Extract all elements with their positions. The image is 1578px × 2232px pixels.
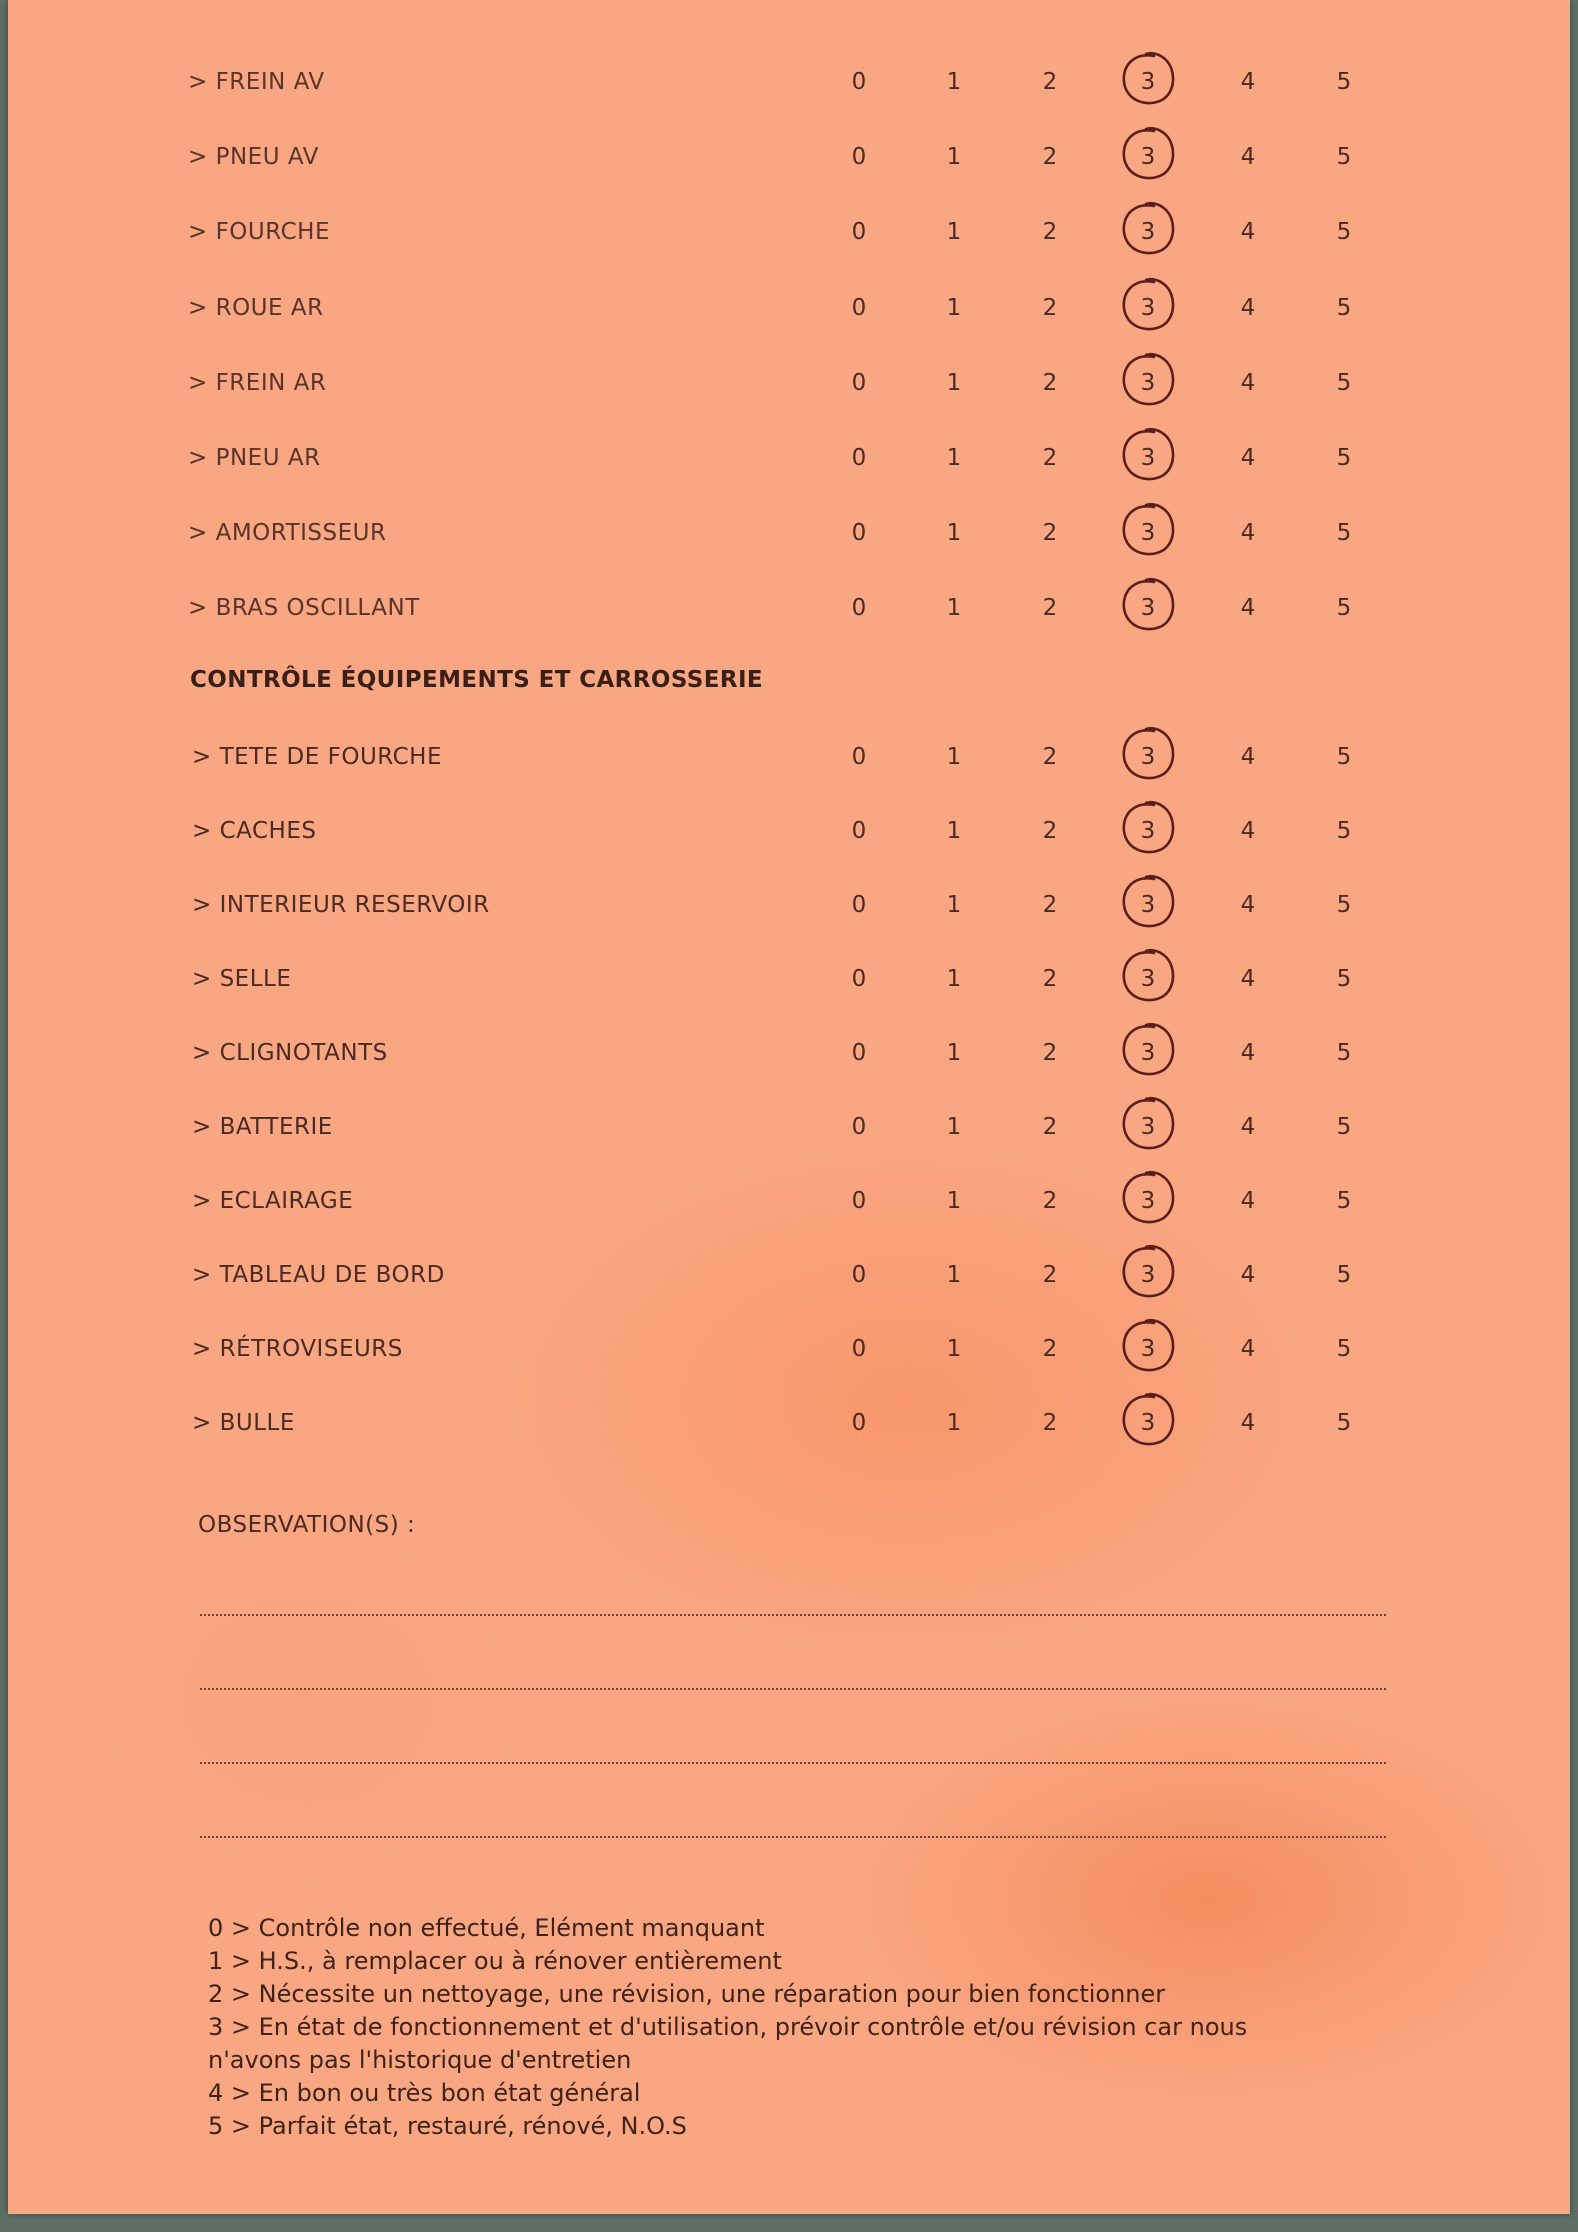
score-option-2[interactable]: 2 <box>1042 69 1058 95</box>
score-option-1[interactable]: 1 <box>946 370 962 396</box>
legend-line: 0 > Contrôle non effectué, Elément manquant <box>208 1914 765 1942</box>
score-option-5[interactable]: 5 <box>1336 295 1352 321</box>
score-option-2[interactable]: 2 <box>1042 1114 1058 1140</box>
score-option-3[interactable]: 3 <box>1140 1114 1156 1140</box>
score-option-3[interactable]: 3 <box>1140 1188 1156 1214</box>
score-option-3[interactable]: 3 <box>1140 69 1156 95</box>
score-option-2[interactable]: 2 <box>1042 966 1058 992</box>
rating-row <box>8 288 1570 328</box>
score-option-1[interactable]: 1 <box>946 1262 962 1288</box>
score-option-2[interactable]: 2 <box>1042 818 1058 844</box>
score-option-0[interactable]: 0 <box>851 1114 867 1140</box>
score-option-2[interactable]: 2 <box>1042 595 1058 621</box>
score-option-3[interactable]: 3 <box>1140 1410 1156 1436</box>
score-option-4[interactable]: 4 <box>1240 295 1256 321</box>
item-label: > BULLE <box>192 1410 295 1436</box>
score-option-3[interactable]: 3 <box>1140 219 1156 245</box>
score-option-4[interactable]: 4 <box>1240 1188 1256 1214</box>
score-option-3[interactable]: 3 <box>1140 520 1156 546</box>
score-option-1[interactable]: 1 <box>946 1114 962 1140</box>
inspection-sheet <box>8 0 1570 2214</box>
rating-row <box>8 1107 1570 1147</box>
score-option-0[interactable]: 0 <box>851 1410 867 1436</box>
score-option-2[interactable]: 2 <box>1042 144 1058 170</box>
score-option-3[interactable]: 3 <box>1140 744 1156 770</box>
rating-row <box>8 1033 1570 1073</box>
item-label: > ECLAIRAGE <box>192 1188 354 1214</box>
score-option-3[interactable]: 3 <box>1140 892 1156 918</box>
score-option-5[interactable]: 5 <box>1336 818 1352 844</box>
rating-row <box>8 363 1570 403</box>
score-option-2[interactable]: 2 <box>1042 1262 1058 1288</box>
score-option-4[interactable]: 4 <box>1240 1410 1256 1436</box>
observation-line[interactable] <box>200 1836 1386 1838</box>
item-label: > PNEU AV <box>188 144 319 170</box>
legend-line: 3 > En état de fonctionnement et d'utilisation, prévoir contrôle et/ou révision car nous <box>208 2013 1248 2041</box>
rating-row <box>8 1255 1570 1295</box>
score-option-4[interactable]: 4 <box>1240 370 1256 396</box>
score-option-0[interactable]: 0 <box>851 370 867 396</box>
score-option-1[interactable]: 1 <box>946 1336 962 1362</box>
score-option-2[interactable]: 2 <box>1042 744 1058 770</box>
score-option-1[interactable]: 1 <box>946 744 962 770</box>
legend-line: n'avons pas l'historique d'entretien <box>208 2046 632 2074</box>
score-option-0[interactable]: 0 <box>851 818 867 844</box>
score-option-0[interactable]: 0 <box>851 520 867 546</box>
score-option-4[interactable]: 4 <box>1240 966 1256 992</box>
score-option-4[interactable]: 4 <box>1240 595 1256 621</box>
item-label: > FREIN AR <box>188 370 327 396</box>
item-label: > RÉTROVISEURS <box>192 1336 403 1362</box>
score-option-5[interactable]: 5 <box>1336 595 1352 621</box>
rating-row <box>8 1181 1570 1221</box>
score-option-0[interactable]: 0 <box>851 744 867 770</box>
score-option-1[interactable]: 1 <box>946 445 962 471</box>
score-option-5[interactable]: 5 <box>1336 445 1352 471</box>
item-label: > TABLEAU DE BORD <box>192 1262 445 1288</box>
score-option-5[interactable]: 5 <box>1336 219 1352 245</box>
score-option-5[interactable]: 5 <box>1336 69 1352 95</box>
score-option-1[interactable]: 1 <box>946 520 962 546</box>
observation-line[interactable] <box>200 1762 1386 1764</box>
score-option-5[interactable]: 5 <box>1336 1040 1352 1066</box>
rating-legend <box>208 1912 1388 2143</box>
rating-row <box>8 438 1570 478</box>
observation-line[interactable] <box>200 1614 1386 1616</box>
score-option-1[interactable]: 1 <box>946 966 962 992</box>
item-label: > BATTERIE <box>192 1114 333 1140</box>
item-label: > CACHES <box>192 818 317 844</box>
legend-line: 2 > Nécessite un nettoyage, une révision, une réparation pour bien fonctionner <box>208 1980 1166 2008</box>
score-option-1[interactable]: 1 <box>946 144 962 170</box>
score-option-0[interactable]: 0 <box>851 1188 867 1214</box>
score-option-4[interactable]: 4 <box>1240 445 1256 471</box>
item-label: > AMORTISSEUR <box>188 520 387 546</box>
item-label: > INTERIEUR RESERVOIR <box>192 892 490 918</box>
score-option-3[interactable]: 3 <box>1140 445 1156 471</box>
rating-row <box>8 885 1570 925</box>
score-option-1[interactable]: 1 <box>946 295 962 321</box>
score-option-0[interactable]: 0 <box>851 295 867 321</box>
score-option-1[interactable]: 1 <box>946 1040 962 1066</box>
score-option-5[interactable]: 5 <box>1336 1114 1352 1140</box>
score-option-4[interactable]: 4 <box>1240 1114 1256 1140</box>
rating-row <box>8 1403 1570 1443</box>
score-option-4[interactable]: 4 <box>1240 818 1256 844</box>
rating-row <box>8 959 1570 999</box>
score-option-5[interactable]: 5 <box>1336 1336 1352 1362</box>
score-option-2[interactable]: 2 <box>1042 1040 1058 1066</box>
score-option-0[interactable]: 0 <box>851 219 867 245</box>
rating-row <box>8 62 1570 102</box>
score-option-5[interactable]: 5 <box>1336 1410 1352 1436</box>
score-option-1[interactable]: 1 <box>946 595 962 621</box>
item-label: > CLIGNOTANTS <box>192 1040 388 1066</box>
score-option-3[interactable]: 3 <box>1140 144 1156 170</box>
section-title: CONTRÔLE ÉQUIPEMENTS ET CARROSSERIE <box>190 667 764 693</box>
legend-line: 4 > En bon ou très bon état général <box>208 2079 641 2107</box>
item-label: > FREIN AV <box>188 69 325 95</box>
observation-line[interactable] <box>200 1688 1386 1690</box>
item-label: > SELLE <box>192 966 292 992</box>
score-option-2[interactable]: 2 <box>1042 1188 1058 1214</box>
rating-row <box>8 588 1570 628</box>
score-option-3[interactable]: 3 <box>1140 966 1156 992</box>
rating-row <box>8 1329 1570 1369</box>
score-option-2[interactable]: 2 <box>1042 1410 1058 1436</box>
score-option-0[interactable]: 0 <box>851 144 867 170</box>
score-option-5[interactable]: 5 <box>1336 144 1352 170</box>
score-option-2[interactable]: 2 <box>1042 1336 1058 1362</box>
rating-row <box>8 137 1570 177</box>
score-option-5[interactable]: 5 <box>1336 966 1352 992</box>
score-option-5[interactable]: 5 <box>1336 892 1352 918</box>
score-option-5[interactable]: 5 <box>1336 520 1352 546</box>
item-label: > BRAS OSCILLANT <box>188 595 420 621</box>
score-option-4[interactable]: 4 <box>1240 744 1256 770</box>
score-option-0[interactable]: 0 <box>851 1336 867 1362</box>
score-option-3[interactable]: 3 <box>1140 295 1156 321</box>
score-option-3[interactable]: 3 <box>1140 370 1156 396</box>
legend-line: 1 > H.S., à remplacer ou à rénover entièrement <box>208 1947 782 1975</box>
score-option-5[interactable]: 5 <box>1336 370 1352 396</box>
score-option-5[interactable]: 5 <box>1336 1188 1352 1214</box>
score-option-2[interactable]: 2 <box>1042 892 1058 918</box>
score-option-1[interactable]: 1 <box>946 1410 962 1436</box>
item-label: > PNEU AR <box>188 445 321 471</box>
rating-row <box>8 811 1570 851</box>
score-option-4[interactable]: 4 <box>1240 1040 1256 1066</box>
item-label: > TETE DE FOURCHE <box>192 744 442 770</box>
score-option-5[interactable]: 5 <box>1336 744 1352 770</box>
rating-row <box>8 737 1570 777</box>
legend-line: 5 > Parfait état, restauré, rénové, N.O.S <box>208 2112 687 2140</box>
score-option-4[interactable]: 4 <box>1240 69 1256 95</box>
score-option-1[interactable]: 1 <box>946 69 962 95</box>
score-option-4[interactable]: 4 <box>1240 520 1256 546</box>
score-option-4[interactable]: 4 <box>1240 892 1256 918</box>
score-option-1[interactable]: 1 <box>946 219 962 245</box>
score-option-1[interactable]: 1 <box>946 892 962 918</box>
observations-label: OBSERVATION(S) : <box>198 1512 416 1538</box>
item-label: > FOURCHE <box>188 219 330 245</box>
score-option-0[interactable]: 0 <box>851 892 867 918</box>
score-option-0[interactable]: 0 <box>851 445 867 471</box>
score-option-2[interactable]: 2 <box>1042 445 1058 471</box>
score-option-5[interactable]: 5 <box>1336 1262 1352 1288</box>
score-option-1[interactable]: 1 <box>946 1188 962 1214</box>
score-option-2[interactable]: 2 <box>1042 370 1058 396</box>
score-option-3[interactable]: 3 <box>1140 818 1156 844</box>
score-option-1[interactable]: 1 <box>946 818 962 844</box>
score-option-0[interactable]: 0 <box>851 595 867 621</box>
score-option-3[interactable]: 3 <box>1140 1040 1156 1066</box>
score-option-4[interactable]: 4 <box>1240 1262 1256 1288</box>
score-option-4[interactable]: 4 <box>1240 1336 1256 1362</box>
score-option-2[interactable]: 2 <box>1042 520 1058 546</box>
score-option-4[interactable]: 4 <box>1240 144 1256 170</box>
item-label: > ROUE AR <box>188 295 324 321</box>
score-option-3[interactable]: 3 <box>1140 1336 1156 1362</box>
score-option-0[interactable]: 0 <box>851 966 867 992</box>
rating-row <box>8 212 1570 252</box>
score-option-0[interactable]: 0 <box>851 1040 867 1066</box>
score-option-2[interactable]: 2 <box>1042 219 1058 245</box>
score-option-3[interactable]: 3 <box>1140 595 1156 621</box>
score-option-0[interactable]: 0 <box>851 1262 867 1288</box>
score-option-0[interactable]: 0 <box>851 69 867 95</box>
rating-row <box>8 513 1570 553</box>
score-option-4[interactable]: 4 <box>1240 219 1256 245</box>
score-option-2[interactable]: 2 <box>1042 295 1058 321</box>
score-option-3[interactable]: 3 <box>1140 1262 1156 1288</box>
